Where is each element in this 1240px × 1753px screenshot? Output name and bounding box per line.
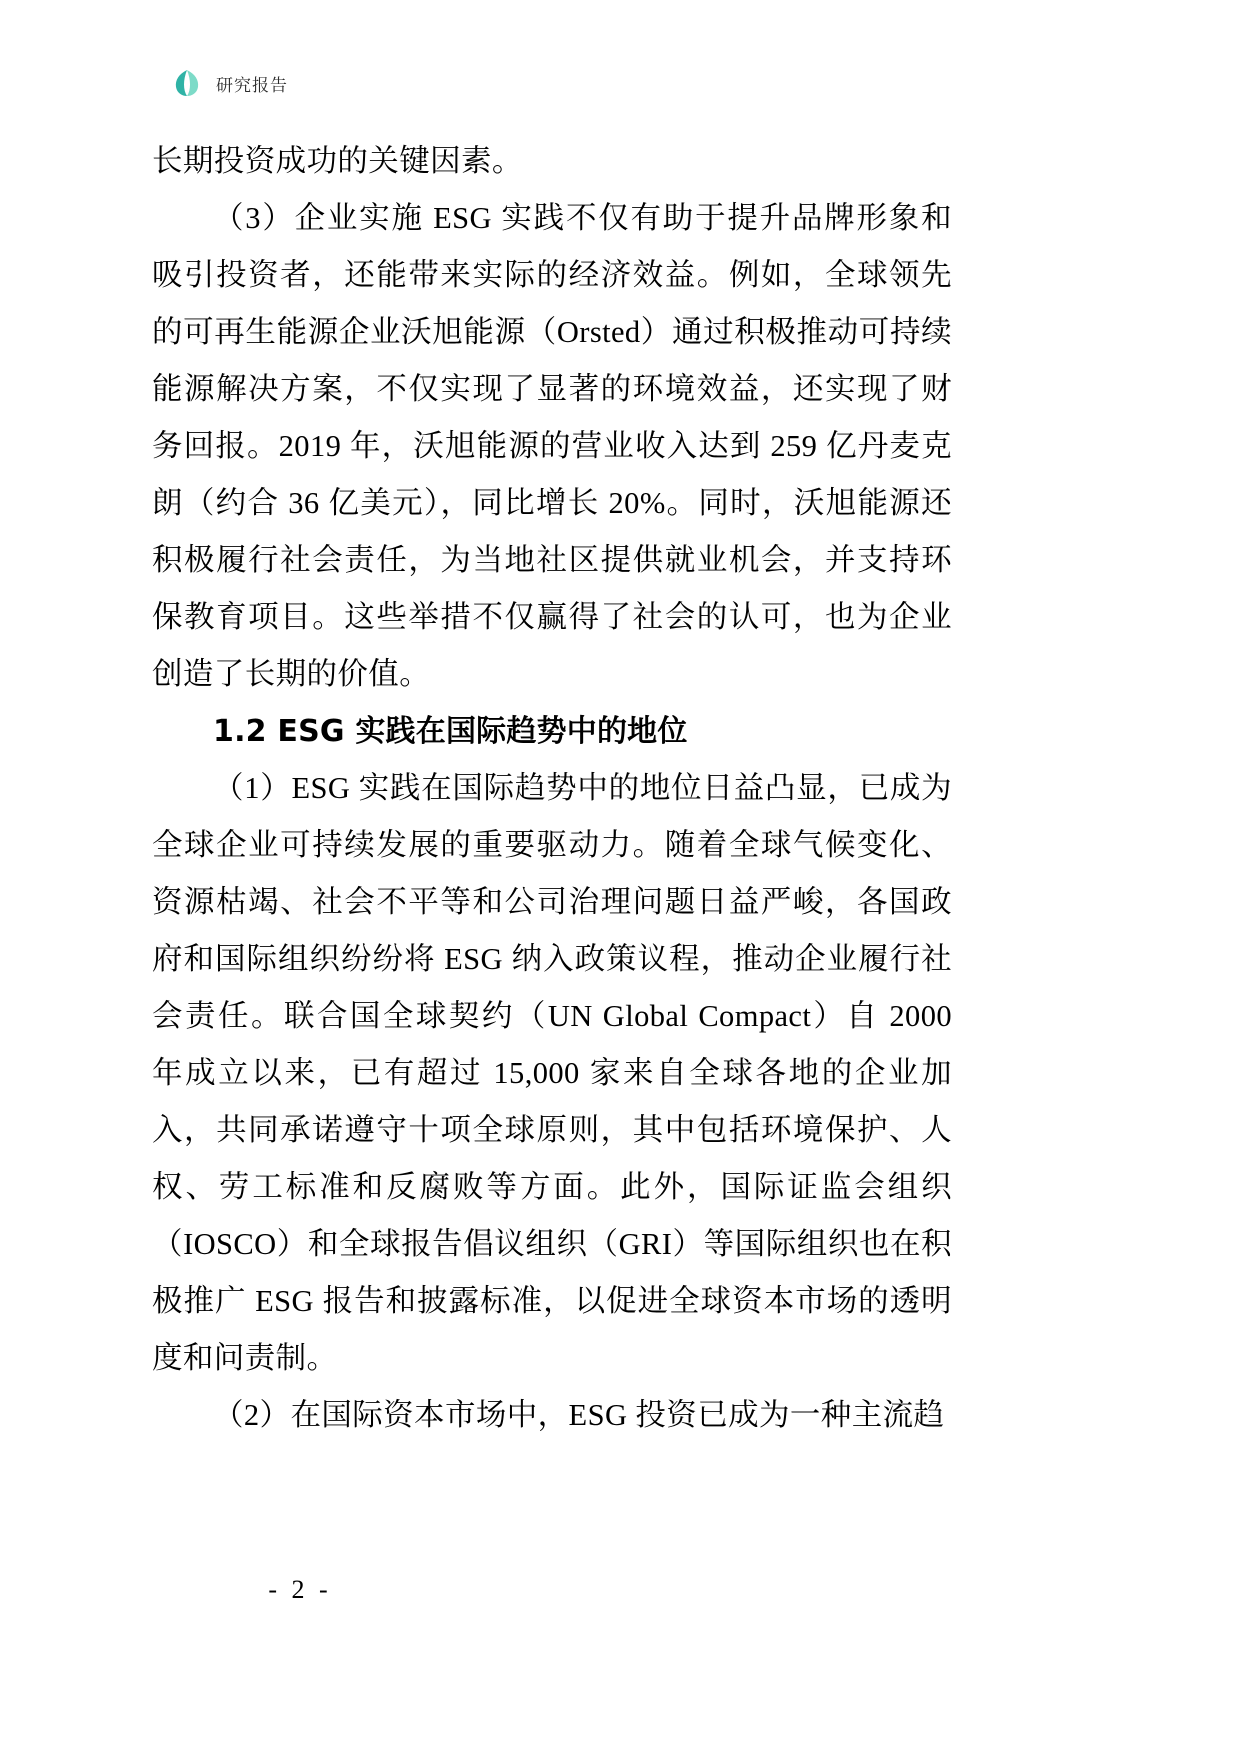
document-footer: [0, 1575, 1240, 1605]
paragraph-item-3: （3）企业实施 ESG 实践不仅有助于提升品牌形象和吸引投资者，还能带来实际的经济效益。例如，全球领先的可再生能源企业沃旭能源（Orsted）通过积极推动可持续能源解决方案，不仅实现了显著的环境效益，还实现了财务回报。2019 年，沃旭能源的营业收入达到 259 亿丹麦克朗（约合 36 亿美元），同比增长 20%。同时，沃旭能源还积极履行社会责任，为当地社区提供就业机会，并支持环保教育项目。这些举措不仅赢得了社会的认可，也为企业创造了长期的价值。: [152, 201, 952, 691]
document-body: [152, 133, 952, 1444]
paragraph-continued: 长期投资成功的关键因素。: [152, 144, 523, 178]
header-title: 研究报告: [216, 75, 288, 96]
paragraph-item-1: （1）ESG 实践在国际趋势中的地位日益凸显，已成为全球企业可持续发展的重要驱动力。随着全球气候变化、资源枯竭、社会不平等和公司治理问题日益严峻，各国政府和国际组织纷纷将 ESG 纳入政策议程，推动企业履行社会责任。联合国全球契约（UN Global Compact）自 2000 年成立以来，已有超过 15,000 家来自全球各地的企业加入，共同承诺遵守十项全球原则，其中包括环境保护、人权、劳工标准和反腐败等方面。此外，国际证监会组织（IOSCO）和全球报告倡议组织（GRI）等国际组织也在积极推广 ESG 报告和披露标准，以促进全球资本市场的透明度和问责制。: [152, 771, 952, 1375]
document-header: [170, 66, 288, 100]
section-heading-1-2: 1.2 ESG 实践在国际趋势中的地位: [213, 714, 688, 749]
paragraph-item-2: （2）在国际资本市场中，ESG 投资已成为一种主流趋: [213, 1398, 945, 1432]
page-number: - 2 -: [268, 1575, 332, 1604]
leaf-logo-icon: [170, 66, 204, 100]
